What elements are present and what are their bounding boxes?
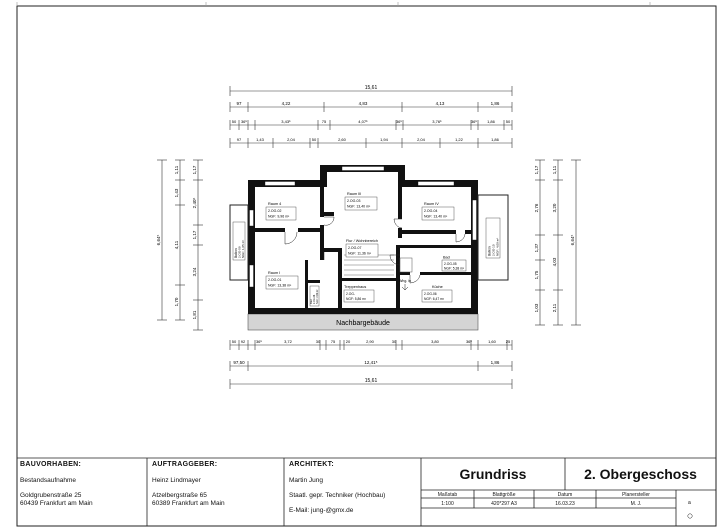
bauvorhaben-heading: BAUVORHABEN: <box>20 461 82 468</box>
meta-header-author: Planersteller <box>622 492 650 498</box>
dim-label: 6,64⁵ <box>156 234 161 246</box>
room-name: Raum 4 <box>268 202 282 206</box>
bauvorhaben-line: Bestandsaufnahme <box>20 477 77 484</box>
architekt-heading: ARCHITEKT: <box>289 461 334 468</box>
top-ticks <box>17 2 650 6</box>
auftraggeber-line: 60389 Frankfurt am Main <box>152 500 225 507</box>
meta-value-scale: 1:100 <box>441 501 454 507</box>
room-code: 2.OG- <box>346 292 355 296</box>
architekt-line: E-Mail: jung-@gmx.de <box>289 507 354 514</box>
dim-label: 2,40⁵ <box>192 197 197 209</box>
meta-header-date: Datum <box>557 492 573 498</box>
bauvorhaben-line: Goldgrubenstraße 25 <box>20 492 82 499</box>
dim-label: 4,13 <box>435 101 445 106</box>
dim-label: 3,80 <box>431 339 439 344</box>
drawing-subtitle: 2. Obergeschoss <box>584 466 697 482</box>
dim-label: 97,50 <box>233 360 245 365</box>
drawing-title: Grundriss <box>459 466 527 482</box>
room-label-balkon-right <box>486 218 500 258</box>
dim-label: 4,83 <box>358 101 368 106</box>
dim-label: 1,17 <box>534 165 539 175</box>
dim-label: 36⁵ <box>255 339 263 344</box>
dim-chains-left <box>157 160 203 330</box>
meta-header-sheet-size: Blattgröße <box>492 492 516 498</box>
dim-label: 1,17 <box>192 165 197 175</box>
dim-label: 75 <box>321 119 327 124</box>
auftraggeber-line: Atzelbergstraße 65 <box>152 492 207 499</box>
room-name: Küche <box>432 285 443 289</box>
dim-label: 1,37 <box>534 243 539 253</box>
dim-label: 1,86 <box>487 119 495 124</box>
room-code: 2.OG-08 <box>313 294 316 304</box>
dim-label: 25 <box>505 339 511 344</box>
dim-label: 2,90 <box>366 339 374 344</box>
dim-top-row4-labels <box>237 137 500 142</box>
room-area: NGF: 2,96 m² <box>316 289 319 304</box>
dim-label: 36⁵ <box>470 119 478 124</box>
room-name: Raum I <box>268 271 281 275</box>
room-label-bad <box>442 256 466 272</box>
dim-label: 30 <box>315 339 321 344</box>
auftraggeber-heading: AUFTRAGGEBER: <box>152 461 218 468</box>
room-area: NGF: 13,40 m² <box>347 204 371 209</box>
room-area: NGF: 9,96 m² <box>268 214 290 219</box>
dim-label: 1,86 <box>490 360 500 365</box>
room-code: 2.OG-07 <box>348 246 362 250</box>
dim-bottom-overall: 15,61 <box>364 378 378 384</box>
room-code: 2.OG-04 <box>424 209 438 213</box>
room-code: 2.OG-03 <box>347 199 361 203</box>
room-label-treppenhaus <box>344 285 374 302</box>
dim-label: 4,22 <box>281 101 291 106</box>
room-code: 2.OG-02 <box>268 209 282 213</box>
room-label-raum-4 <box>266 202 296 220</box>
room-name: Raum IV <box>424 202 439 206</box>
dim-label: 3,24 <box>192 267 197 277</box>
dim-label: 1,43 <box>174 188 179 198</box>
dim-label: 2,04 <box>417 137 425 142</box>
dim-label: 20 <box>345 339 351 344</box>
dim-label: 6,64⁵ <box>570 234 575 246</box>
dim-label: 4,11 <box>174 240 179 250</box>
room-area: NGF: 6,47 m² <box>424 297 444 301</box>
corner-mark-circle <box>688 514 692 518</box>
dim-label: 1,11 <box>174 165 179 175</box>
stairwell <box>344 255 394 275</box>
meta-value-sheet-size: 420*297 A3 <box>491 501 517 507</box>
dim-label: 2,76 <box>534 203 539 213</box>
dim-bottom-row1-labels <box>232 339 511 344</box>
dim-label: 2,04 <box>287 137 295 142</box>
room-label-kueche <box>422 285 452 302</box>
bauvorhaben-line: 60439 Frankfurt am Main <box>20 500 93 507</box>
room-code: 2.OG-01 <box>268 278 282 282</box>
room-area: NGF: 5,86 m² <box>346 297 366 301</box>
dim-label: 1,22 <box>455 137 463 142</box>
dim-label: 1,03 <box>534 303 539 313</box>
stair-arrow-icon <box>402 284 408 290</box>
dim-label: 1,43 <box>256 137 264 142</box>
room-label-raum-iv <box>422 202 454 220</box>
room-name: Flur / Wohnbereich <box>346 239 379 243</box>
room-area: NGF: 13,38 m² <box>268 283 292 288</box>
dim-label: 1,60 <box>488 339 496 344</box>
room-code: 2.OG-05 <box>444 262 457 266</box>
dim-label: 50 <box>505 119 511 124</box>
room-code: 2.OG-06 <box>424 292 437 296</box>
room-area: NGF: 4,09 m² <box>495 237 500 256</box>
room-name: Balkon <box>234 248 238 258</box>
architekt-line: Martin Jung <box>289 477 323 484</box>
dim-label: 1,94 <box>380 137 388 142</box>
room-name: Bad <box>443 255 450 260</box>
meta-header-scale: Maßstab <box>437 492 458 498</box>
dim-chains-top <box>230 86 512 148</box>
corner-mark: a <box>688 500 691 506</box>
dim-label: 2,11 <box>552 303 557 313</box>
auftraggeber-line: Heinz Lindmayer <box>152 477 201 484</box>
dim-label: 1,86 <box>490 101 500 106</box>
dim-label: 1,17 <box>192 230 197 240</box>
dim-label: 3,20 <box>552 203 557 213</box>
dim-label: 50 <box>231 119 237 124</box>
architekt-line: Staatl. gepr. Techniker (Hochbau) <box>289 492 386 499</box>
room-label-raum-i <box>266 271 298 289</box>
dim-label: 3,72 <box>284 339 292 344</box>
room-area: NGF: 1,05 m² <box>241 239 245 258</box>
dim-label: 12,41⁵ <box>364 360 378 365</box>
room-code: 2.OG-09 <box>237 246 242 258</box>
dim-top-overall: 15,61 <box>364 85 378 91</box>
dim-label: 1,86 <box>491 137 499 142</box>
room-label-bad-small <box>309 286 319 306</box>
room-labels <box>233 192 500 306</box>
dim-label: 1,75 <box>534 270 539 280</box>
dim-label: 30 <box>391 339 397 344</box>
meta-value-author: M. J. <box>630 501 642 507</box>
dim-label: 92 <box>240 339 246 344</box>
neighbor-label: Nachbargebäude <box>336 320 390 327</box>
stair-label: Whg. in <box>399 279 411 283</box>
dim-label: 75 <box>330 339 336 344</box>
room-area: NGF: 5,38 m² <box>444 266 464 271</box>
dim-top-row2-labels <box>236 101 499 106</box>
dim-label: 1,81 <box>192 310 197 320</box>
dim-top-row3-labels <box>232 119 511 124</box>
toilet-symbol <box>400 258 412 272</box>
dim-label: 50 <box>311 137 317 142</box>
dim-label: 4,03 <box>552 257 557 267</box>
dim-label: 2,60 <box>338 137 346 142</box>
dim-label: 3,43⁵ <box>281 119 291 124</box>
room-name: Bad <box>310 299 313 304</box>
dim-label: 36⁵ <box>395 119 403 124</box>
room-name: Balkon <box>487 246 492 256</box>
dim-bottom-row2-labels <box>233 360 500 365</box>
dim-label: 3,76⁵ <box>432 119 442 124</box>
room-label-balkon-left <box>233 222 245 260</box>
dim-label: 50 <box>231 339 237 344</box>
room-area: NGF: 13,40 m² <box>424 214 448 219</box>
dim-label: 4,07⁵ <box>358 119 368 124</box>
meta-value-date: 16.03.23 <box>555 501 575 507</box>
room-label-flur <box>346 239 378 257</box>
dim-label: 36⁵ <box>240 119 248 124</box>
dim-label: 1,11 <box>552 165 557 175</box>
dim-label: 1,70 <box>174 297 179 307</box>
room-label-raum-iii <box>345 192 377 210</box>
dim-label: 36⁵ <box>465 339 473 344</box>
dim-label: 97 <box>236 101 242 106</box>
room-area: NGF: 11,36 m² <box>348 251 371 256</box>
room-name: Raum III <box>347 192 362 196</box>
room-name: Treppenhaus <box>344 285 367 289</box>
sheet-border <box>17 6 716 526</box>
room-code: 2.OG-10 <box>491 244 496 256</box>
dim-label: 97 <box>236 137 242 142</box>
